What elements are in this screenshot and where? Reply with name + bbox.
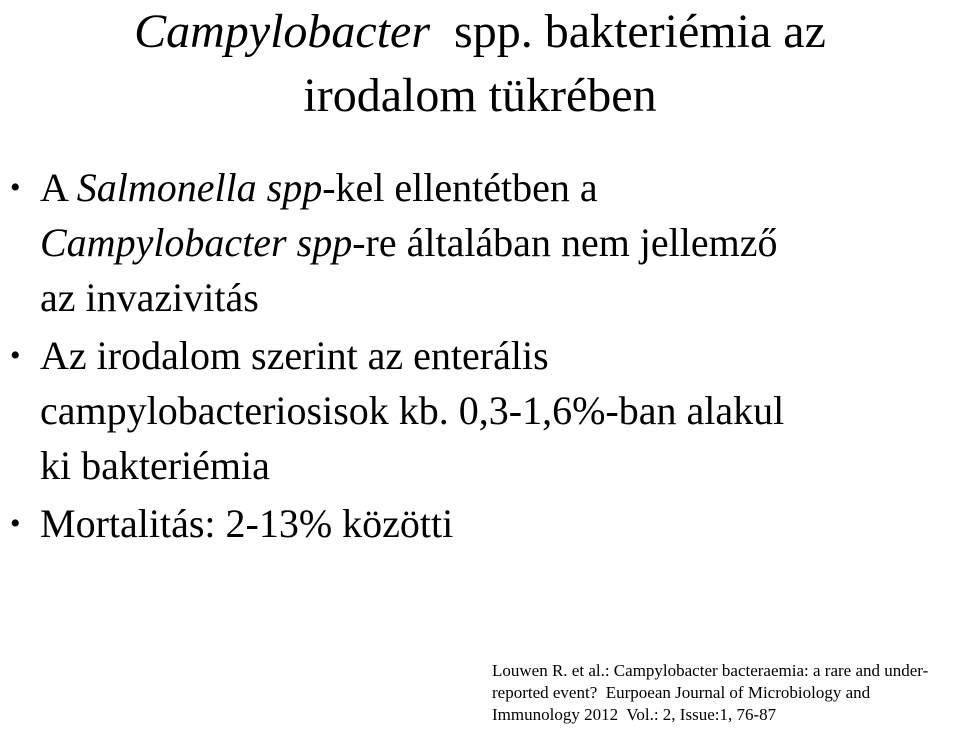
bullet-2-line-1: Az irodalom szerint az enterális	[40, 333, 549, 378]
bullet-2-line-2: campylobacteriosisok kb. 0,3-1,6%-ban alakul	[40, 388, 785, 433]
reference-citation	[492, 660, 960, 726]
reference-line-3: Immunology 2012 Vol.: 2, Issue:1, 76-87	[492, 705, 777, 724]
title-line-1-rest: spp. bakteriémia az	[430, 5, 826, 58]
title-line-1	[0, 0, 960, 64]
title-genus: Campylobacter	[134, 5, 431, 58]
bullet-dot-icon: •	[10, 171, 21, 204]
bullet-1-line-1: A Salmonella spp-kel ellentétben a	[40, 165, 598, 210]
bullet-dot-icon: •	[10, 339, 21, 372]
bullet-mortality	[0, 496, 960, 551]
bullet-3-line-1: Mortalitás: 2-13% közötti	[40, 501, 454, 546]
bullet-1-line-2: Campylobacter spp-re általában nem jellemző	[40, 220, 778, 265]
bullet-1-line-3: az invazivitás	[40, 275, 259, 320]
reference-line-1: Louwen R. et al.: Campylobacter bacteraemia: a rare and under-	[492, 661, 929, 680]
bullet-bacteremia-rate	[0, 328, 960, 493]
salmonella-genus: Salmonella spp	[76, 165, 323, 210]
slide-title	[0, 0, 960, 128]
bullet-invasivity	[0, 160, 960, 325]
reference-line-2: reported event? Eurpoean Journal of Microbiology and	[492, 683, 871, 702]
bullet-list	[0, 160, 960, 554]
campylobacter-genus: Campylobacter spp	[40, 220, 353, 265]
title-line-2: irodalom tükrében	[303, 69, 657, 122]
bullet-dot-icon: •	[10, 507, 21, 540]
bullet-2-line-3: ki bakteriémia	[40, 443, 270, 488]
